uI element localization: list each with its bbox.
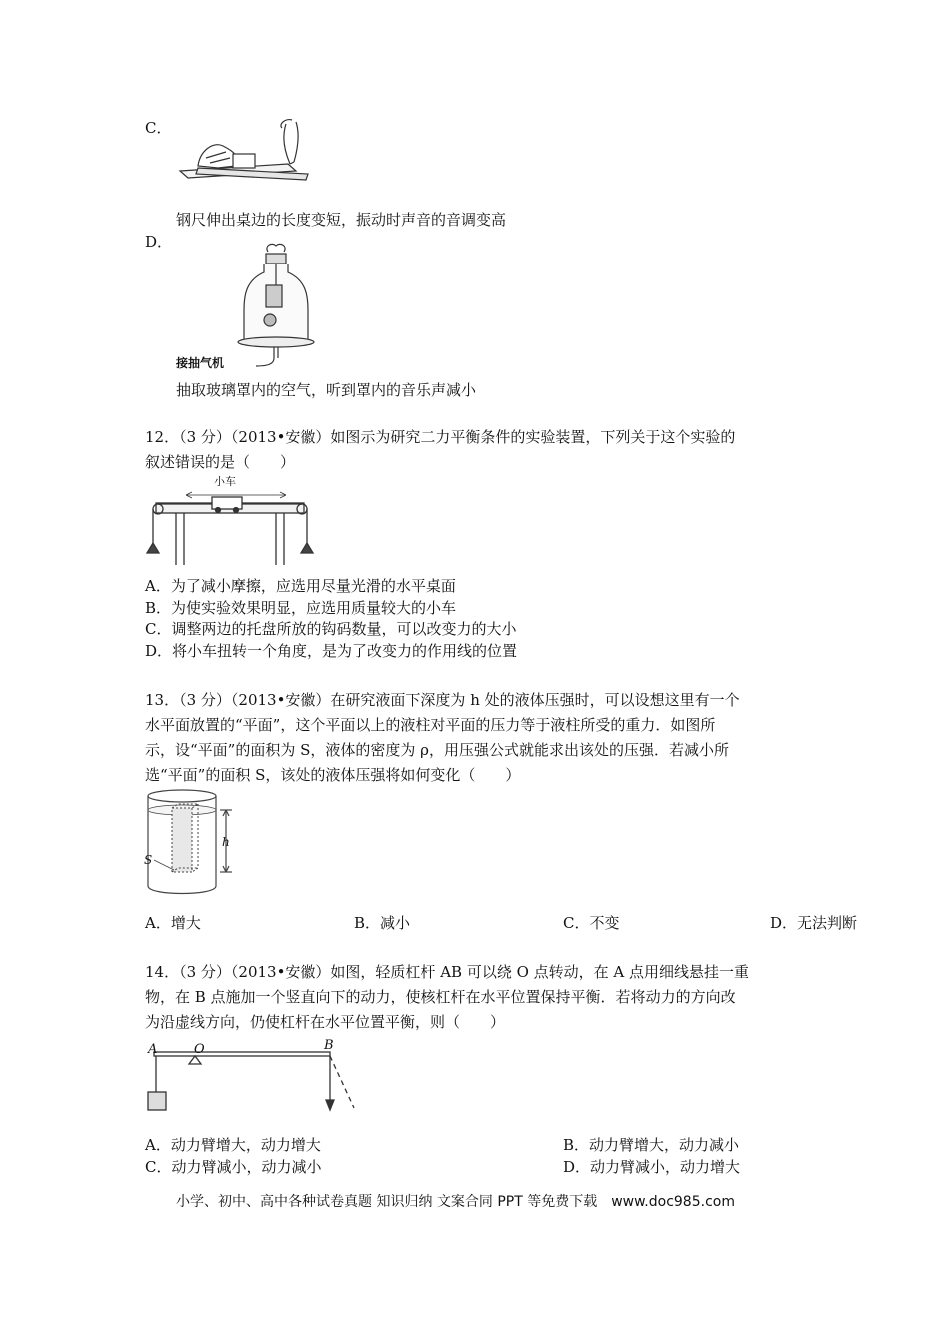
q11-option-d-letter: D． [145, 233, 173, 251]
point-b-label: B [324, 1038, 334, 1053]
q12-option-d: D．将小车扭转一个角度，是为了改变力的作用线的位置 [145, 642, 518, 660]
q13-stem-line-2: 水平面放置的“平面”，这个平面以上的液柱对平面的压力等于液柱所受的重力．如图所 [145, 716, 716, 734]
q12-stem-line-2: 叙述错误的是（ ） [145, 453, 296, 471]
q14-option-d: D．动力臂减小，动力增大 [563, 1158, 741, 1176]
s-label: S [144, 853, 153, 867]
pump-label: 接抽气机 [176, 356, 225, 370]
q12-stem-line-1: 12．（3 分）（2013•安徽）如图示为研究二力平衡条件的实验装置，下列关于这个实验的 [145, 428, 736, 446]
q14-option-c: C．动力臂减小，动力减小 [145, 1158, 322, 1176]
footer-text: 小学、初中、高中各种试卷真题 知识归纳 文案合同 PPT 等免费下载 www.doc985.com [176, 1194, 735, 1210]
q13-stem-line-3: 示，设“平面”的面积为 S，液体的密度为 ρ，用压强公式就能求出该处的压强．若减小所 [145, 741, 729, 759]
point-o-label: O [194, 1042, 205, 1057]
q13-option-a: A．增大 [145, 914, 201, 932]
q12-option-b: B．为使实验效果明显，应选用质量较大的小车 [145, 599, 457, 617]
q11-option-d-text: 抽取玻璃罩内的空气，听到罩内的音乐声减小 [176, 381, 477, 399]
cart-label: 小车 [214, 475, 236, 488]
q13-stem-line-4: 选“平面”的面积 S，该处的液体压强将如何变化（ ） [145, 766, 521, 784]
q14-stem-line-3: 为沿虚线方向，仍使杠杆在水平位置平衡，则（ ） [145, 1013, 506, 1031]
q14-stem-line-1: 14．（3 分）（2013•安徽）如图，轻质杠杆 AB 可以绕 O 点转动，在 A 点用细线悬挂一重 [145, 963, 750, 981]
h-label: h [222, 835, 230, 849]
q13-option-c: C．不变 [563, 914, 620, 932]
liquid-cylinder-figure [140, 786, 250, 898]
q11-option-c-letter: C． [145, 119, 172, 137]
point-a-label: A [148, 1042, 158, 1057]
q13-option-d: D．无法判断 [770, 914, 858, 932]
q13-option-b: B．减小 [354, 914, 411, 932]
q12-option-c: C．调整两边的托盘所放的钩码数量，可以改变力的大小 [145, 620, 517, 638]
ruler-vibration-figure [178, 116, 313, 196]
q11-option-c-text: 钢尺伸出桌边的长度变短，振动时声音的音调变高 [176, 211, 507, 229]
q14-option-a: A．动力臂增大，动力增大 [145, 1136, 321, 1154]
q12-option-a: A．为了减小摩擦，应选用尽量光滑的水平桌面 [145, 577, 456, 595]
q13-stem-line-1: 13．（3 分）（2013•安徽）在研究液面下深度为 h 处的液体压强时，可以设想这里有一个 [145, 691, 740, 709]
q14-stem-line-2: 物，在 B 点施加一个竖直向下的动力，使核杠杆在水平位置保持平衡．若将动力的方向改 [145, 988, 736, 1006]
two-force-balance-figure [146, 477, 318, 567]
q14-option-b: B．动力臂增大，动力减小 [563, 1136, 740, 1154]
bell-jar-figure [236, 240, 316, 380]
